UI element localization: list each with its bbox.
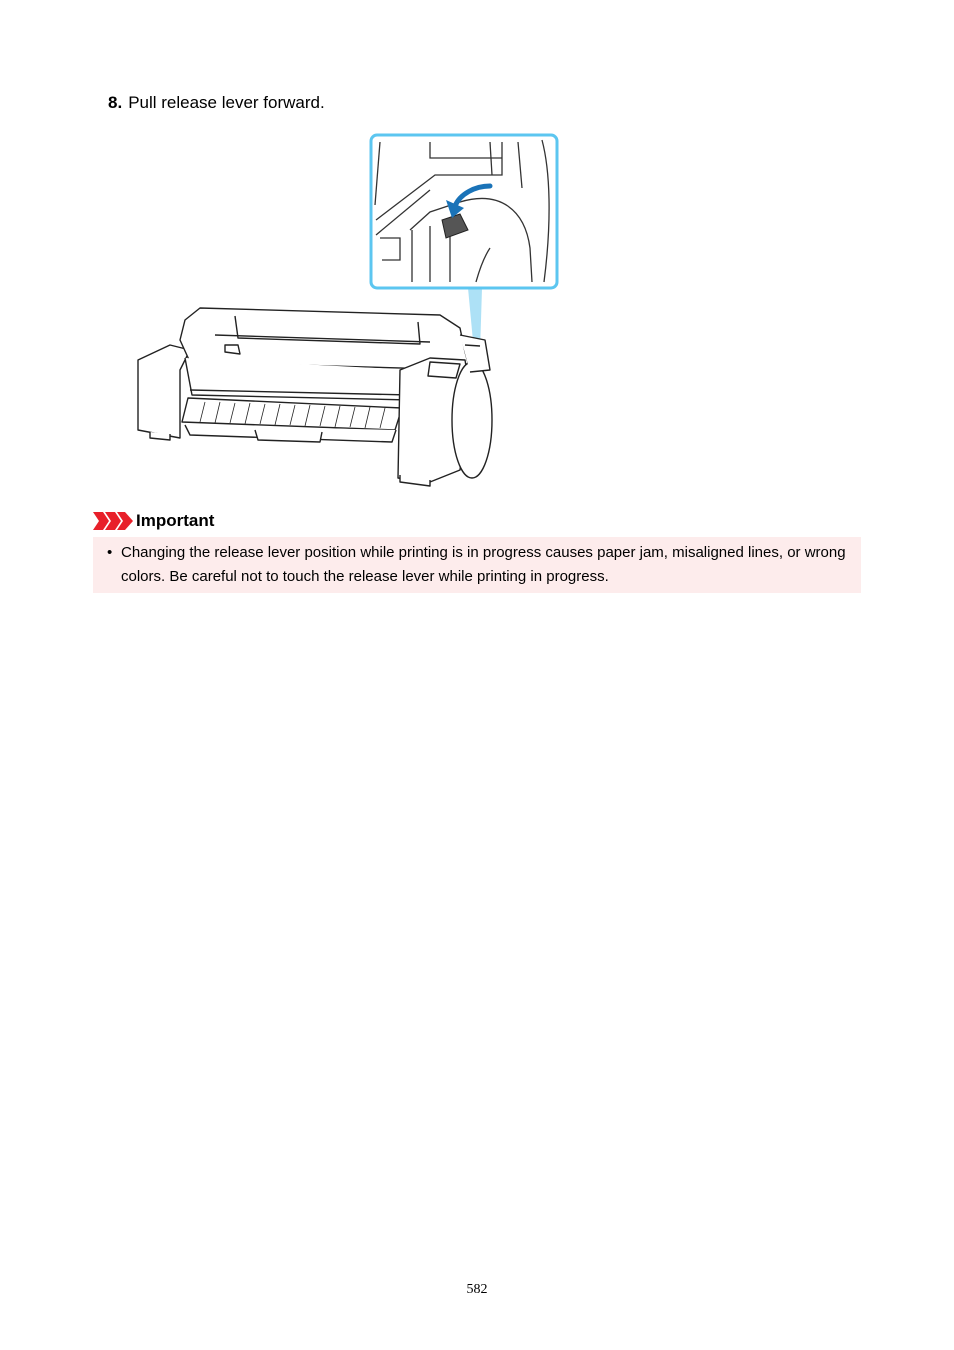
printer-release-lever-illustration xyxy=(130,130,570,492)
step-text: Pull release lever forward. xyxy=(128,93,325,112)
important-item xyxy=(105,541,851,589)
important-notice xyxy=(93,537,861,593)
page-number: 582 xyxy=(466,1282,488,1297)
callout-zoom-box xyxy=(371,135,557,288)
important-title: Important xyxy=(136,511,215,530)
step-number: 8. xyxy=(108,93,123,112)
important-list xyxy=(105,541,851,589)
bullet: • xyxy=(107,544,113,561)
printer xyxy=(138,308,492,486)
important-heading xyxy=(93,509,214,533)
important-chevrons-icon xyxy=(93,512,133,530)
step-instruction xyxy=(108,92,325,114)
important-item-text: Changing the release lever position while printing is in progress causes paper jam, misaligned lines, or wrong colors. Be careful not to touch the release lever while printing in progress. xyxy=(121,544,846,585)
